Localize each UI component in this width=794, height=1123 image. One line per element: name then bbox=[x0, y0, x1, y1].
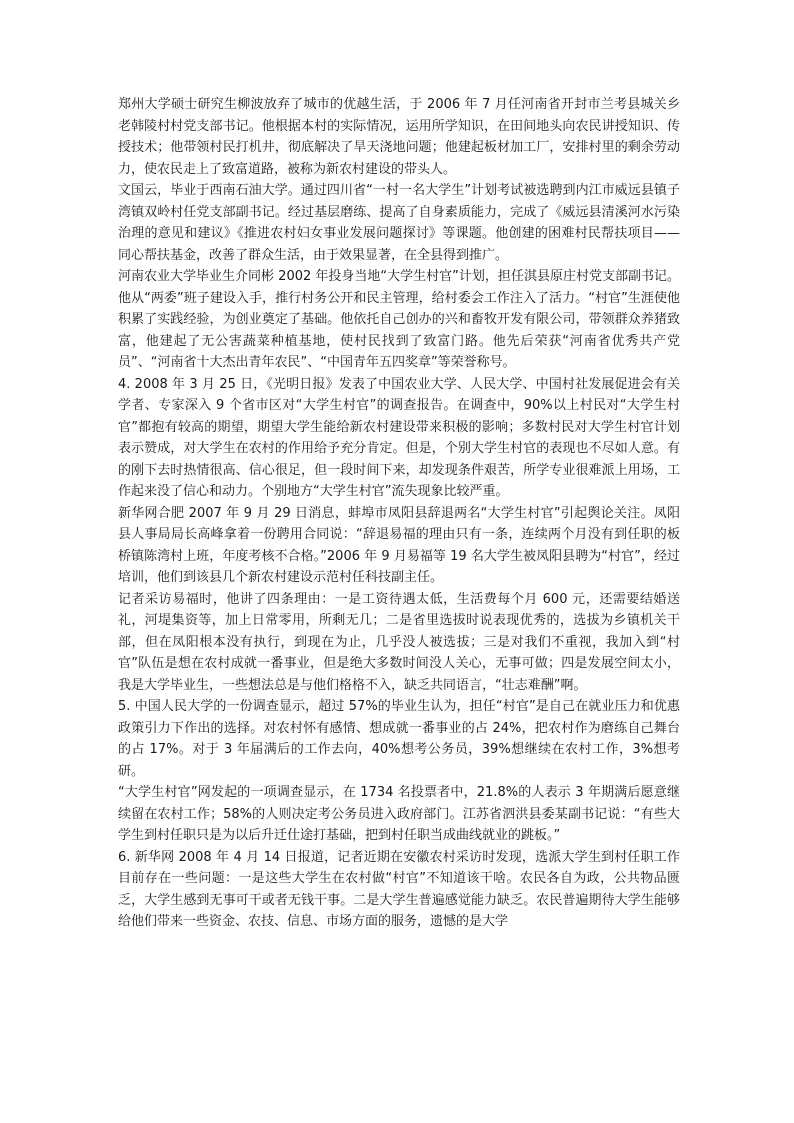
paragraph-item-4: 4. 2008 年 3 月 25 日，《光明日报》发表了中国农业大学、人民大学、中国村社发展促进会有关学者、专家深入 9 个省市区对“大学生村官”的调查报告。在调查中，90%以上村民对“大学生村官”都抱有较高的期望，期望大学生能给新农村建设带来积极的影响；多数村民对大学生村官计划表示赞成，对大学生在农村的作用给予充分肯定。但是，个别大学生村官的表现也不尽如人意。有的刚下去时热情很高、信心很足，但一段时间下来，却发现条件艰苦，所学专业很难派上用场，工作起来没了信心和动力。个别地方“大学生村官”流失现象比较严重。 bbox=[118, 376, 680, 499]
paragraph-item-5: 5. 中国人民大学的一份调查显示，超过 57%的毕业生认为，担任“村官”是自己在就业压力和优惠政策引力下作出的选择。对农村怀有感情、想成就一番事业的占 24%，把农村作为磨练自己舞台的占 17%。对于 3 年届满后的工作去向，40%想考公务员，39%想继续在农村工作，3%想考研。 bbox=[118, 699, 680, 779]
paragraph-jietongbin: 河南农业大学毕业生介同彬 2002 年投身当地“大学生村官”计划，担任淇县原庄村党支部副书记。他从“两委”班子建设入手，推行村务公开和民主管理，给村委会工作注入了活力。“村官”生涯使他积累了实践经验，为创业奠定了基础。他依托自己创办的兴和畜牧开发有限公司，带领群众养猪致富，他建起了无公害蔬菜种植基地，使村民找到了致富门路。他先后荣获“河南省优秀共产党员”、“河南省十大杰出青年农民”、“中国青年五四奖章”等荣誉称号。 bbox=[118, 269, 680, 370]
document-body bbox=[118, 94, 680, 933]
paragraph-fengyang-news: 新华网合肥 2007 年 9 月 29 日消息，蚌埠市凤阳县辞退两名“大学生村官”引起舆论关注。凤阳县人事局局长高峰拿着一份聘用合同说：“辞退易福的理由只有一条，连续两个月没有到任职的板桥镇陈湾村上班，年度考核不合格。”2006 年 9 月易福等 19 名大学生被凤阳县聘为“村官”，经过培训，他们到该县几个新农村建设示范村任科技副主任。 bbox=[118, 505, 680, 585]
paragraph-item-6: 6. 新华网 2008 年 4 月 14 日报道，记者近期在安徽农村采访时发现，选派大学生到村任职工作目前存在一些问题：一是这些大学生在农村做“村官”不知道该干啥。农民各自为政，公共物品匮乏，大学生感到无事可干或者无钱干事。二是大学生普遍感觉能力缺乏。农民普遍期待大学生能够给他们带来一些资金、农技、信息、市场方面的服务，遗憾的是大学 bbox=[118, 849, 680, 929]
paragraph-liubo: 郑州大学硕士研究生柳波放弃了城市的优越生活，于 2006 年 7 月任河南省开封市兰考县城关乡老韩陵村村党支部书记。他根据本村的实际情况，运用所学知识，在田间地头向农民讲授知识、传授技术；他带领村民打机井，彻底解决了旱天浇地问题；他建起板材加工厂，安排村里的剩余劳动力，使农民走上了致富道路，被称为新农村建设的带头人。 bbox=[118, 97, 680, 177]
paragraph-yifu-interview: 记者采访易福时，他讲了四条理由：一是工资待遇太低，生活费每个月 600 元，还需要结婚送礼，河堤集资等，加上日常零用，所剩无几；二是省里选拔时说表现优秀的，选拔为乡镇机关干部，但在凤阳根本没有执行，到现在为止，几乎没人被选拔；三是对我们不重视，我加入到“村官”队伍是想在农村成就一番事业，但是绝大多数时间没人关心，无事可做；四是发展空间太小，我是大学毕业生，一些想法总是与他们格格不入，缺乏共同语言，“壮志难酬”啊。 bbox=[118, 591, 680, 693]
paragraph-cunguan-survey: “大学生村官”网发起的一项调查显示，在 1734 名投票者中，21.8%的人表示 3 年期满后愿意继续留在农村工作；58%的人则决定考公务员进入政府部门。江苏省泗洪县委某副书记说：“有些大学生到村任职只是为以后升迁仕途打基础，把到村任职当成曲线就业的跳板。” bbox=[118, 785, 680, 843]
paragraph-wenguoyun: 文国云，毕业于西南石油大学。通过四川省“一村一名大学生”计划考试被选聘到内江市威远县镇子湾镇双岭村任党支部副书记。经过基层磨练、提高了自身素质能力，完成了《威远县清溪河水污染治理的意见和建议》《推进农村妇女事业发展问题探讨》等课题。他创建的困难村民帮扶项目——同心帮扶基金，改善了群众生活，由于效果显著，在全县得到推广。 bbox=[118, 183, 680, 263]
